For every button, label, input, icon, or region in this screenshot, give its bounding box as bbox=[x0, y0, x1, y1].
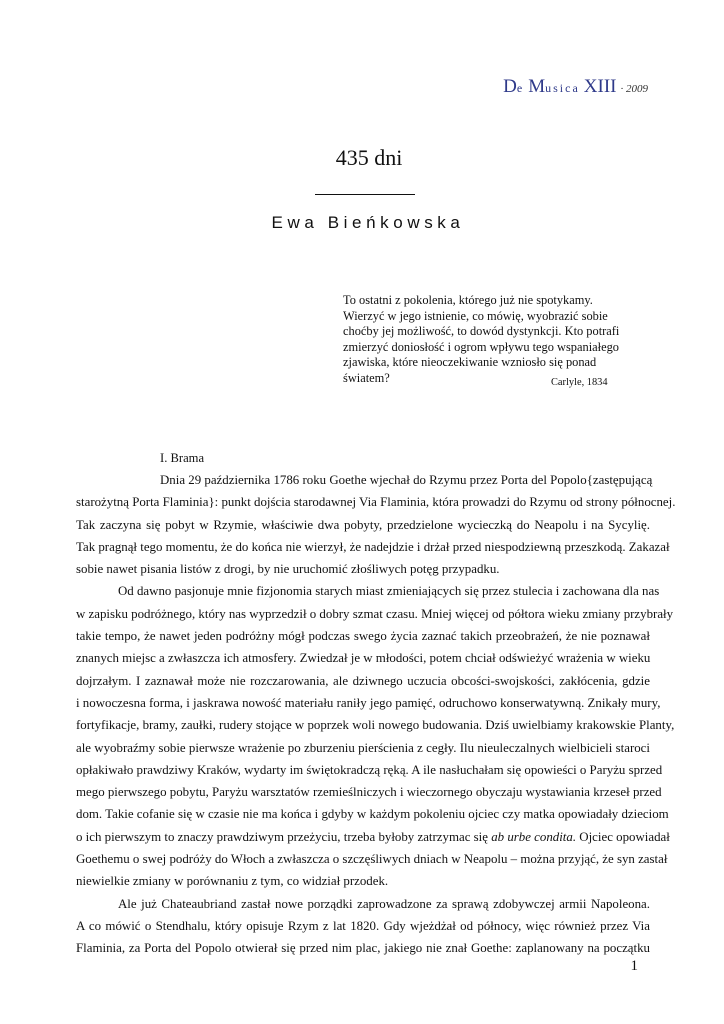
epigraph-line: choćby jej możliwość, to dowód dystynkcji. Kto potrafi bbox=[343, 324, 620, 339]
epigraph-attribution: Carlyle, 1834 bbox=[551, 377, 608, 388]
epigraph bbox=[343, 293, 628, 387]
paragraph-line: ale wyobraźmy sobie pierwsze wrażenie po zburzeniu pierścienia z cegły. Ilu nieuleczalnych wielbicieli staroci bbox=[76, 740, 650, 755]
paragraph-line: A co mówić o Stendhalu, który opisuje Rzym z lat 1820. Gdy wjeżdżał od północy, więc również przez Via bbox=[76, 918, 650, 933]
text-run: o ich pierwszym to znaczy prawdziwym przeżyciu, trzeba byłoby zatrzymac się bbox=[76, 829, 492, 844]
paragraph-line: i nowoczesna forma, i jaskrawa nowość materiału raniły jego pamięć, odruchowo konserwatywną. Znikały mury, bbox=[76, 695, 661, 710]
epigraph-line: zjawiska, które nieoczekiwanie wzniosło się ponad bbox=[343, 355, 597, 370]
header-year: · 2009 bbox=[620, 83, 648, 95]
header-letter-e: e bbox=[516, 81, 525, 95]
epigraph-line: zmierzyć doniosłość i ogrom wpływu tego wspaniałego bbox=[343, 339, 619, 354]
paragraph-line: starożytną Porta Flaminia}: punkt dojścia starodawnej Via Flaminia, która prowadzi do Rzymu od strony północnej. bbox=[76, 495, 676, 510]
paragraph-line: Ale już Chateaubriand zastał nowe porządki zaprowadzone za sprawą zdobywczej armii Napoleona. bbox=[118, 896, 650, 911]
paragraph-line: znanych miejsc a zwłaszcza ich atmosfery. Zwiedzał je w młodości, potem chciał odświeżyć wrażenia w wieku bbox=[76, 651, 651, 666]
paragraph-line: Goethemu o swej podróży do Włoch a zwłaszcza o szczęśliwych dniach w Neapolu – można przyjąć, że syn zastał bbox=[76, 852, 668, 867]
article-title: 435 dni bbox=[335, 145, 403, 170]
paragraph-line: fortyfikacje, bramy, zaułki, rudery stojące w poprzek woli nowego budowania. Dziś uwielbiamy krakowskie Planty, bbox=[76, 718, 675, 733]
paragraph-line: opłakiwało prawdziwy Kraków, wydarty im świętokradczą ręką. A ile nasłuchałam się opowieści o Paryżu sprzed bbox=[76, 762, 663, 777]
epigraph-line: Wierzyć w jego istnienie, co mówię, wyobrazić sobie bbox=[343, 308, 608, 323]
header-letter-d: D bbox=[503, 76, 517, 97]
page-number: 1 bbox=[630, 958, 638, 974]
journal-header bbox=[503, 76, 648, 98]
paragraph-line: Od dawno pasjonuje mnie fizjonomia starych miast zmieniających się przez stulecia i zachowana dla nas bbox=[118, 584, 660, 599]
paragraph-line: takie tempo, że nawet jeden podróżny mógł podczas swego życia zaznać takich przeobrażeń, że nie poznawał bbox=[76, 629, 650, 644]
paragraph-line: sobie nawet pisania listów z drogi, by nie uruchomić złośliwych potęg przypadku. bbox=[76, 562, 500, 577]
paragraph-line: w zapisku podróżnego, który nas wyprzedził o dobry szmat czasu. Mniej więcej od półtora wieku zmiany przybrały bbox=[76, 606, 674, 621]
paragraph-line bbox=[76, 826, 670, 848]
text-run: Ojciec opowiadał bbox=[576, 829, 670, 844]
paragraph-line: Tak pragnął tego momentu, że do końca nie wierzył, że nadejdzie i drżał przed niespodziewną przeszkodą. Zakazał bbox=[76, 539, 670, 554]
body-text bbox=[76, 469, 676, 960]
epigraph-line: światem? bbox=[343, 370, 390, 385]
section-heading: I. Brama bbox=[160, 451, 205, 465]
paragraph-line: dom. Takie cofanie się w czasie nie ma końca i gdyby w każdym pokoleniu ojciec czy matka opowiadały dzieciom bbox=[76, 807, 669, 822]
paragraph-line: Tak zaczyna się pobyt w Rzymie, właściwie dwa pobyty, przedzielone wycieczką do Neapolu i na Sycylię. bbox=[76, 517, 650, 532]
author-name: Ewa Bieńkowska bbox=[271, 213, 465, 232]
paragraph-line: Flaminia, za Porta del Popolo otwierał się przed nim plac, jakiego nie znał Goethe: zaplanowany na początku bbox=[76, 941, 650, 956]
header-word-usica: usica bbox=[545, 81, 580, 95]
paragraph-line: mego pierwszego pobytu, Paryżu warsztatów rzemieślniczych i wieczornego obyczaju wystawiania krzeseł przed bbox=[76, 785, 662, 800]
latin-phrase: ab urbe condita. bbox=[491, 829, 577, 844]
paragraph-line: Dnia 29 października 1786 roku Goethe wjechał do Rzymu przez Porta del Popolo{zastępującą bbox=[160, 473, 653, 487]
title-divider bbox=[315, 194, 415, 195]
epigraph-line: To ostatni z pokolenia, którego już nie spotykamy. bbox=[343, 293, 593, 307]
header-letter-m: M bbox=[528, 76, 546, 97]
header-volume: XIII bbox=[583, 76, 617, 97]
paragraph-line: niewielkie zmiany w porównaniu z tym, co widział przodek. bbox=[76, 874, 389, 889]
paragraph-line: dojrzałym. I zaznawał może nie rozczarowania, ale dziwnego uczucia obcości-swojskości, zakłócenia, gdzie bbox=[76, 673, 650, 688]
